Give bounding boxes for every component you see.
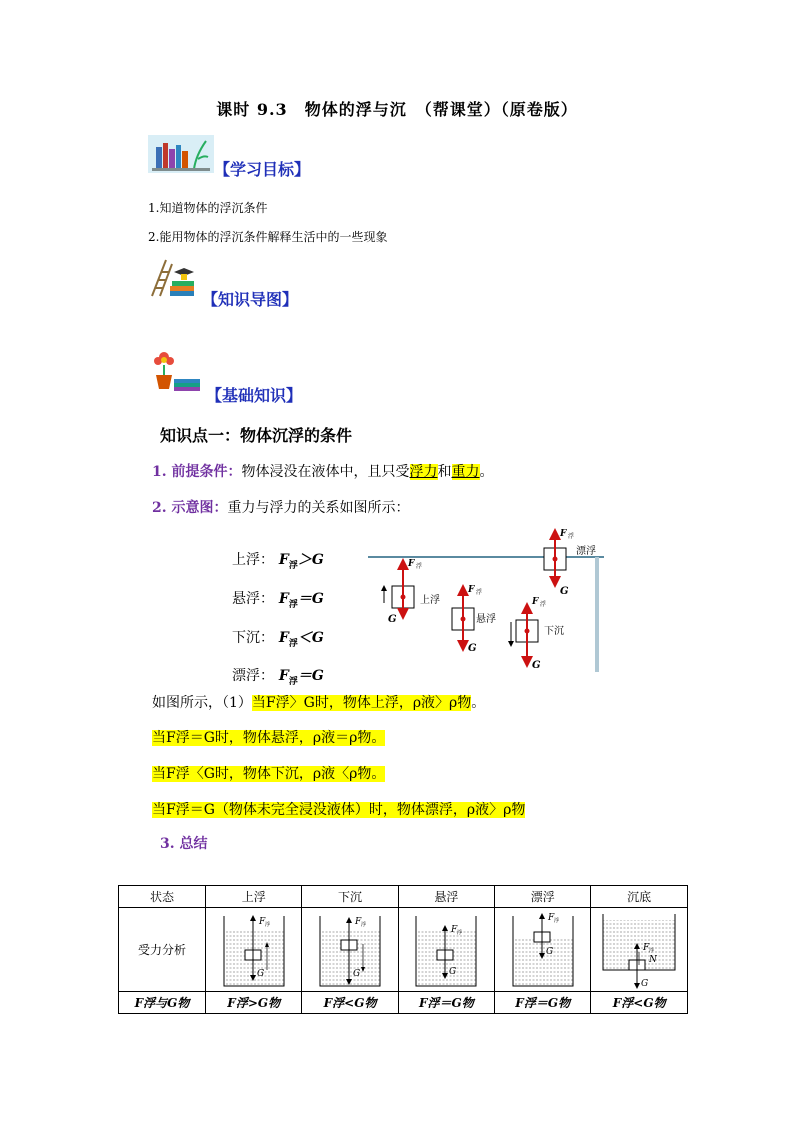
knowledge-point-heading: 知识点一：物体沉浮的条件 — [160, 426, 353, 445]
suspend-G-label: G — [468, 643, 477, 654]
explanation-3-highlight: 当F浮〈G时，物体下沉，ρ液〈ρ物 — [152, 766, 372, 782]
table-cell: F浮<G物 — [302, 992, 398, 1014]
sink-F-sub: 浮 — [540, 601, 547, 608]
explanation-3-suffix: 。 — [371, 766, 386, 782]
sink-F-label: F — [532, 597, 539, 607]
diagram-text: 重力与浮力的关系如图所示： — [227, 500, 410, 516]
flower-pot-illustration — [148, 347, 202, 393]
explanation-4 — [152, 799, 525, 819]
goal-item-2: 2.能用物体的浮沉条件解释生活中的一些现象 — [148, 230, 388, 244]
float-up-label: 上浮 — [420, 595, 440, 606]
buoyancy-term: 浮力 — [409, 464, 438, 480]
goal-item-1: 1.知道物体的浮沉条件 — [148, 201, 268, 215]
premise-line — [152, 461, 494, 481]
table-header-row — [119, 886, 688, 908]
condition-sink: 下沉： $F_浮<G$ — [232, 629, 324, 649]
goals-heading: 【学习目标】 — [214, 160, 311, 179]
table-header-cell: 上浮 — [206, 886, 302, 908]
explanation-3 — [152, 763, 385, 783]
svg-text:浮: 浮 — [361, 921, 367, 928]
explanation-1 — [152, 692, 485, 712]
diagram-bottom — [591, 908, 688, 992]
table-row-force-analysis — [119, 908, 688, 992]
svg-text:G: G — [641, 978, 649, 989]
explanation-1-highlight: 当F浮〉G时，物体上浮，ρ液〉ρ物 — [251, 695, 472, 711]
svg-text:浮: 浮 — [457, 929, 463, 936]
explanation-4-highlight: 当F浮＝G（物体未完全浸没液体）时，物体漂浮，ρ液〉ρ物 — [152, 802, 526, 818]
svg-text:F: F — [355, 916, 362, 927]
table-cell: F浮>G物 — [206, 992, 302, 1014]
svg-text:G: G — [256, 968, 264, 979]
table-cell: F浮<G物 — [591, 992, 688, 1014]
floating-G-label: G — [560, 586, 569, 597]
diagram-suspend — [398, 908, 494, 992]
table-header-cell: 沉底 — [591, 886, 688, 908]
diagram-float-up — [206, 908, 302, 992]
explanation-2 — [152, 727, 385, 747]
force-diagram — [368, 526, 604, 672]
condition-suspend: 悬浮： $F_浮=G$ — [232, 590, 324, 610]
suspend-F-label: F — [468, 585, 475, 595]
float-up-F-sub: 浮 — [416, 563, 423, 570]
svg-text:G: G — [449, 966, 457, 977]
premise-label: 1. 前提条件： — [152, 464, 242, 480]
graduate-books-illustration — [148, 256, 196, 298]
table-cell: F浮与G物 — [119, 992, 206, 1014]
condition-floating: 漂浮： $F_浮=G$ — [232, 668, 324, 688]
table-header-cell: 悬浮 — [398, 886, 494, 908]
svg-text:G: G — [353, 968, 361, 979]
floating-F-sub: 浮 — [568, 533, 575, 540]
premise-end: 。 — [479, 464, 494, 480]
floating-label: 漂浮 — [576, 546, 596, 557]
svg-text:浮: 浮 — [553, 917, 559, 924]
and-text: 和 — [437, 464, 452, 480]
float-up-G-label: G — [388, 614, 397, 625]
page-title: 课时 9.3 物体的浮与沉 （帮课堂）（原卷版） — [216, 100, 578, 119]
table-header-cell: 状态 — [119, 886, 206, 908]
svg-text:F: F — [258, 916, 265, 927]
table-header-cell: 漂浮 — [495, 886, 591, 908]
suspend-label: 悬浮 — [476, 614, 496, 625]
books-illustration — [148, 135, 214, 173]
table-cell: F浮＝G物 — [495, 992, 591, 1014]
diagram-sink — [302, 908, 398, 992]
summary-table — [118, 885, 688, 1014]
table-cell: F浮＝G物 — [398, 992, 494, 1014]
table-row-label: 受力分析 — [119, 908, 206, 992]
gravity-term: 重力 — [451, 464, 480, 480]
svg-text:F: F — [643, 942, 650, 953]
explanation-2-highlight: 当F浮＝G时，物体悬浮，ρ液＝ρ物 — [152, 730, 372, 746]
explanation-2-suffix: 。 — [371, 730, 386, 746]
svg-text:G: G — [545, 946, 553, 957]
svg-text:浮: 浮 — [264, 921, 270, 928]
condition-float-up: 上浮： $F_浮>G$ — [232, 552, 324, 571]
sink-label: 下沉 — [544, 626, 564, 637]
diagram-floating — [495, 908, 591, 992]
svg-text:F: F — [451, 924, 458, 935]
explanation-1-suffix: 。 — [471, 695, 486, 711]
sink-G-label: G — [532, 660, 541, 671]
basics-heading: 【基础知识】 — [206, 386, 303, 405]
table-row-relation — [119, 992, 688, 1014]
float-up-F-label: F — [408, 559, 415, 569]
explanation-1-prefix: 如图所示，（1） — [152, 695, 252, 711]
diagram-label: 2. 示意图： — [152, 500, 228, 516]
svg-text:浮: 浮 — [649, 947, 655, 954]
diagram-line — [152, 497, 410, 517]
suspend-F-sub: 浮 — [476, 589, 483, 596]
condition-list — [232, 544, 324, 699]
svg-text:F: F — [547, 912, 554, 923]
summary-heading: 3. 总结 — [160, 836, 208, 852]
premise-text: 物体浸没在液体中，且只受 — [241, 464, 410, 480]
svg-text:N: N — [649, 954, 658, 965]
table-header-cell: 下沉 — [302, 886, 398, 908]
floating-F-label: F — [560, 529, 567, 539]
mindmap-heading: 【知识导图】 — [202, 290, 299, 309]
